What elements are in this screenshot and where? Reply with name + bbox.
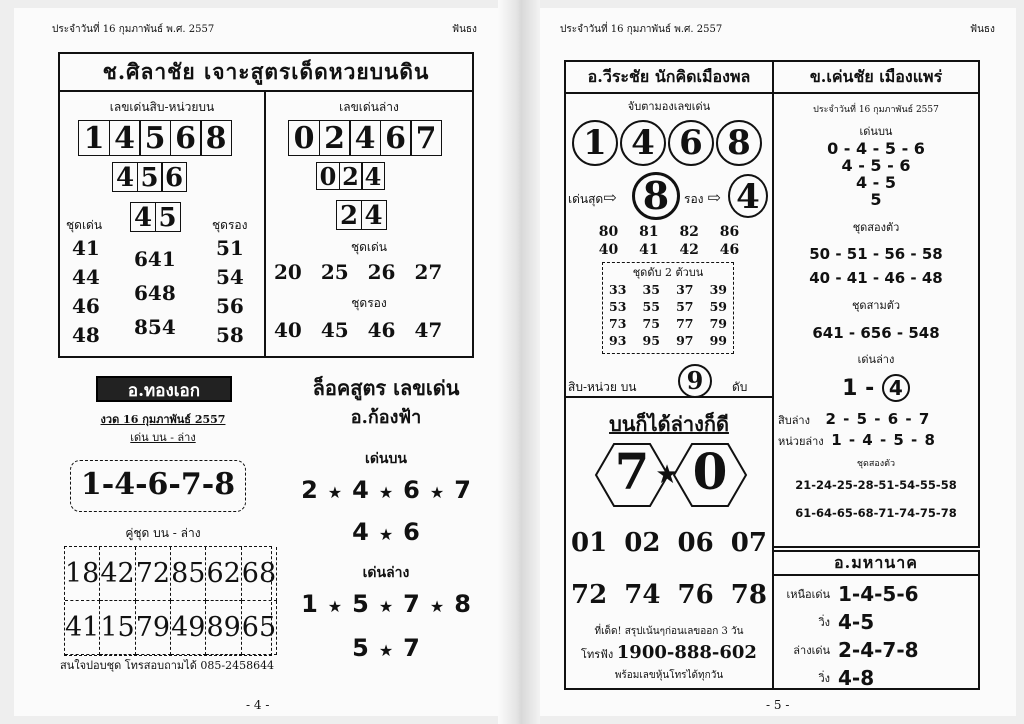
number-item: 06 — [677, 528, 714, 558]
second-digit: 4 — [728, 174, 768, 218]
digit-box: 2 — [319, 120, 351, 156]
two-lines — [774, 242, 978, 290]
star-digit: 2 — [301, 476, 318, 504]
main-sets — [72, 234, 100, 350]
sets-row — [566, 224, 772, 240]
lower-digit-row — [288, 120, 441, 156]
star-digit: 6 — [403, 518, 420, 546]
left-hex-digit: 7 — [614, 442, 650, 501]
star-digit: 6 — [403, 476, 420, 504]
digit-box: 5 — [139, 120, 171, 156]
pair-cell: 18 — [65, 547, 100, 601]
pair-cell: 65 — [242, 601, 277, 655]
sub-sets-label: ชุดรอง — [212, 218, 248, 232]
star-digit: 7 — [403, 634, 420, 662]
mahanak-value: 2-4-7-8 — [838, 638, 919, 662]
lower-main-label: ชุดเด่น — [350, 240, 388, 254]
upper-digit-row — [130, 202, 179, 232]
grid-cell: 57 — [676, 299, 694, 314]
number-item: 02 — [624, 528, 661, 558]
kenchai-panel — [774, 60, 980, 548]
number-item: 0 - 4 - 5 - 6 — [827, 139, 925, 158]
bottom-row — [278, 634, 494, 662]
kongfa-author: อ.ก้องฟ้า — [350, 407, 422, 428]
grid-row — [609, 298, 727, 315]
digit-box: 4 — [349, 120, 381, 156]
header-date: ประจำวันที่ 16 กุมภาพันธ์ พ.ศ. 2557 — [52, 24, 215, 35]
star-digit: 5 — [352, 634, 369, 662]
digit-box: 0 — [316, 162, 340, 190]
number-item: 641 — [134, 247, 176, 271]
pairs-line-1: 21-24-25-28-51-54-55-58 — [795, 478, 957, 492]
top-row — [278, 476, 494, 504]
upper-digits-label: เลขเด่นสิบ-หน่วยบน — [109, 100, 215, 114]
pair-cell: 62 — [206, 547, 241, 601]
star-icon: ★ — [378, 525, 394, 544]
grid-cell: 39 — [709, 282, 727, 297]
star-digit: 8 — [454, 590, 471, 618]
digit-box: 4 — [109, 120, 141, 156]
pair-cell: 41 — [65, 601, 100, 655]
digit-box: 2 — [336, 200, 362, 230]
lead-circle: 1 — [572, 120, 618, 166]
number-item: 26 — [367, 260, 396, 284]
pair-cell: 89 — [206, 601, 241, 655]
three-label: ชุดสามตัว — [851, 299, 901, 312]
lead-circles — [572, 120, 764, 166]
pair-label: คู่ชุด บน - ล่าง — [125, 526, 201, 540]
lock-formula-title: ล็อคสูตร เลขเด่น — [312, 376, 460, 400]
lower-digit-row — [336, 200, 385, 230]
digit-box: 5 — [155, 202, 181, 232]
digit-box: 4 — [112, 162, 138, 192]
bottom-circled-digit: 4 — [882, 374, 910, 402]
star-digit: 7 — [454, 476, 471, 504]
mahanak-panel — [774, 550, 980, 690]
pair-grid — [64, 546, 277, 656]
lower-main-sets — [274, 260, 442, 284]
number-item: 46 — [367, 318, 396, 342]
dead-grid-box — [602, 262, 734, 354]
mahanak-row — [778, 608, 974, 636]
grid-cell: 73 — [609, 316, 627, 331]
digit-box: 2 — [339, 162, 363, 190]
grid-row — [609, 315, 727, 332]
mahanak-row — [778, 580, 974, 608]
star-icon: ★ — [655, 460, 679, 490]
number-item: 45 — [320, 318, 349, 342]
dead-digit: 9 — [678, 364, 712, 398]
number-item: 56 — [216, 294, 244, 318]
number-item: 27 — [414, 260, 443, 284]
star-icon: ★ — [378, 483, 394, 502]
page-number: - 4 - — [246, 698, 270, 712]
divider — [264, 92, 266, 356]
mahanak-row — [778, 636, 974, 664]
number-item: 82 — [679, 224, 699, 240]
pairs-line-2: 61-64-65-68-71-74-75-78 — [795, 506, 957, 520]
watch-label: จับตามองเลขเด่น — [627, 100, 711, 113]
grid-row — [609, 281, 727, 298]
pair-cell: 79 — [136, 601, 171, 655]
grid-cell: 37 — [676, 282, 694, 297]
grid-cell: 93 — [609, 333, 627, 348]
silachai-panel — [58, 52, 474, 358]
number-item: 25 — [320, 260, 349, 284]
best-label: เด่นสุด⇨ — [568, 188, 617, 207]
mahanak-title: อ.มหานาค — [774, 552, 978, 576]
star-digit: 4 — [352, 518, 369, 546]
number-item: 81 — [639, 224, 659, 240]
upper-digit-row — [112, 162, 186, 192]
header-brand: ฟันธง — [970, 24, 995, 35]
upper-lower-panel — [564, 398, 774, 690]
top-label: เด่นบน — [859, 125, 893, 138]
number-item: 48 — [72, 323, 100, 347]
digit-box: 4 — [361, 162, 385, 190]
number-item: 4 - 5 — [855, 173, 897, 192]
bottom-row — [278, 590, 494, 618]
number-item: 58 — [216, 323, 244, 347]
star-icon: ★ — [327, 483, 343, 502]
middle-sets — [134, 242, 176, 344]
grid-cell: 79 — [709, 316, 727, 331]
top-label: เด่นบน — [365, 451, 407, 467]
best-digit: 8 — [632, 172, 680, 220]
right-hex-digit: 0 — [692, 442, 728, 501]
lead-circle: 4 — [620, 120, 666, 166]
pair-cell: 72 — [136, 547, 171, 601]
digit-box: 1 — [78, 120, 110, 156]
grid-cell: 35 — [642, 282, 660, 297]
number-item: 854 — [134, 315, 176, 339]
number-item: 5 — [870, 190, 882, 209]
grid-cell: 53 — [609, 299, 627, 314]
top-lines — [774, 140, 978, 208]
number-item: 41 — [72, 236, 100, 260]
bottom-digits: 1 - 4 — [774, 374, 978, 402]
mahanak-rows — [774, 576, 978, 692]
bottom-label: เด่นล่าง — [857, 353, 895, 366]
lower-digit-row — [316, 162, 384, 190]
star-icon: ★ — [327, 597, 343, 616]
sets-row — [566, 242, 772, 258]
digit-box: 0 — [288, 120, 320, 156]
lower-digits-label: เลขเด่นล่าง — [339, 100, 399, 114]
number-item: 07 — [730, 528, 767, 558]
pair-cell: 42 — [100, 547, 135, 601]
bottom-label: เด่นล่าง — [362, 565, 410, 581]
thong-ek-date: งวด 16 กุมภาพันธ์ 2557 — [100, 413, 226, 426]
pair-cell: 49 — [171, 601, 206, 655]
mahanak-label: วิ่ง — [818, 672, 830, 685]
grid-cell: 55 — [642, 299, 660, 314]
lead-circle: 6 — [668, 120, 714, 166]
grid-cell: 33 — [609, 282, 627, 297]
pair-row — [65, 547, 277, 601]
number-item: 40 — [598, 242, 619, 258]
digit-box: 6 — [161, 162, 187, 192]
grid-cell: 77 — [676, 316, 694, 331]
silachai-title: ช.ศิลาชัย เจาะสูตรเด็ดหวยบนดิน — [60, 54, 472, 92]
number-item: 76 — [677, 580, 714, 610]
weerachai-title: อ.วีระชัย นักคิดเมืองพล — [566, 62, 772, 94]
number-item: 80 — [598, 224, 619, 240]
star-digit: 7 — [403, 590, 420, 618]
mahanak-value: 1-4-5-6 — [838, 582, 919, 606]
contact-line: สนใจปอบชุด โทรสอบถามได้ 085-2458644 — [60, 659, 275, 672]
star-digit: 4 — [352, 476, 369, 504]
header-brand: ฟันธง — [452, 24, 477, 35]
mahanak-label: วิ่ง — [818, 616, 830, 629]
star-digit: 5 — [352, 590, 369, 618]
lead-numbers: 1-4-6-7-8 — [70, 460, 246, 512]
number-item: 20 — [274, 260, 302, 284]
sub-sets — [216, 234, 244, 350]
main-sets-label: ชุดเด่น — [66, 218, 103, 232]
pair-cell: 85 — [171, 547, 206, 601]
mahanak-value: 4-5 — [838, 610, 875, 634]
weerachai-panel — [564, 60, 774, 398]
star-digit: 1 — [301, 590, 318, 618]
number-item: 40 — [274, 318, 302, 342]
number-item: 74 — [624, 580, 661, 610]
lead-circle: 8 — [716, 120, 762, 166]
kenchai-title: ข.เค่นชัย เมืองแพร่ — [774, 62, 978, 94]
second-label: รอง ⇨ — [684, 188, 721, 207]
number-item: 42 — [679, 242, 699, 258]
numbers-row — [566, 580, 772, 610]
grid-cell: 95 — [642, 333, 660, 348]
page-number: - 5 - — [766, 698, 790, 712]
number-item: 54 — [216, 265, 244, 289]
number-item: 50 - 51 - 56 - 58 — [809, 245, 943, 263]
phone-number: 1900-888-602 — [616, 642, 757, 663]
two-label: ชุดสองตัว — [852, 221, 900, 234]
pair-cell: 68 — [242, 547, 277, 601]
promo-text: ที่เด็ด! สรุปเน้นๆก่อนเลขออก 3 วัน — [594, 626, 744, 637]
left-page — [14, 8, 498, 716]
promo-text-2: พร้อมเลขหุ้นโทรได้ทุกวัน — [614, 670, 724, 681]
number-item: 01 — [571, 528, 608, 558]
number-item: 41 — [639, 242, 659, 258]
numbers-row — [566, 528, 772, 558]
kenchai-date: ประจำวันที่ 16 กุมภาพันธ์ 2557 — [813, 105, 939, 115]
number-item: 648 — [134, 281, 176, 305]
mahanak-row — [778, 664, 974, 692]
lower-sub-label: ชุดรอง — [351, 296, 387, 310]
grid-row — [609, 332, 727, 349]
book-gutter — [498, 0, 540, 724]
digit-box: 4 — [361, 200, 387, 230]
upper-lower-title: บนก็ได้ล่างก็ดี — [609, 412, 729, 436]
thong-ek-title: อ.ทองเอก — [96, 376, 232, 402]
pair-row — [65, 601, 277, 655]
upper-digit-row — [78, 120, 231, 156]
dead-suffix: ดับ — [732, 380, 748, 394]
number-item: 46 — [72, 294, 100, 318]
digit-box: 4 — [130, 202, 156, 232]
grid-cell: 97 — [676, 333, 694, 348]
dead-label: สิบ-หน่วย บน — [568, 380, 637, 394]
star-icon: ★ — [378, 597, 394, 616]
grid-cell: 59 — [709, 299, 727, 314]
digit-box: 5 — [137, 162, 163, 192]
digit-box: 8 — [200, 120, 232, 156]
header-date: ประจำวันที่ 16 กุมภาพันธ์ พ.ศ. 2557 — [560, 24, 723, 35]
digit-box: 7 — [410, 120, 442, 156]
star-icon: ★ — [429, 483, 445, 502]
pairs-label: ชุดสองตัว — [856, 459, 896, 469]
mahanak-label: ล่างเด่น — [793, 644, 830, 657]
pair-cell: 15 — [100, 601, 135, 655]
number-item: 78 — [730, 580, 767, 610]
number-item: 51 — [216, 236, 244, 260]
star-icon: ★ — [429, 597, 445, 616]
number-item: 47 — [414, 318, 443, 342]
dead-grid — [603, 281, 733, 349]
right-page — [540, 8, 1016, 716]
lower-sub-sets — [274, 318, 442, 342]
digit-box: 6 — [380, 120, 412, 156]
number-item: 86 — [719, 224, 740, 240]
phone-line: โทรฟัง 1900-888-602 — [581, 642, 757, 663]
tens-line: สิบล่าง 2 - 5 - 6 - 7 — [778, 410, 930, 428]
grid-cell: 99 — [709, 333, 727, 348]
star-icon: ★ — [378, 641, 394, 660]
mahanak-value: 4-8 — [838, 666, 875, 690]
grid-cell: 75 — [642, 316, 660, 331]
top-row — [278, 518, 494, 546]
dead-grid-label: ชุดดับ 2 ตัวบน — [632, 266, 704, 279]
mahanak-label: เหนือเด่น — [786, 588, 830, 601]
number-item: 40 - 41 - 46 - 48 — [809, 269, 943, 287]
thong-ek-sublabel: เด่น บน - ล่าง — [130, 431, 196, 444]
number-item: 72 — [571, 580, 608, 610]
digit-box: 6 — [170, 120, 202, 156]
three-line: 641 - 656 - 548 — [812, 324, 940, 342]
number-item: 46 — [719, 242, 740, 258]
number-item: 4 - 5 - 6 — [841, 156, 911, 175]
number-item: 44 — [72, 265, 100, 289]
units-line: หน่วยล่าง 1 - 4 - 5 - 8 — [778, 431, 935, 449]
